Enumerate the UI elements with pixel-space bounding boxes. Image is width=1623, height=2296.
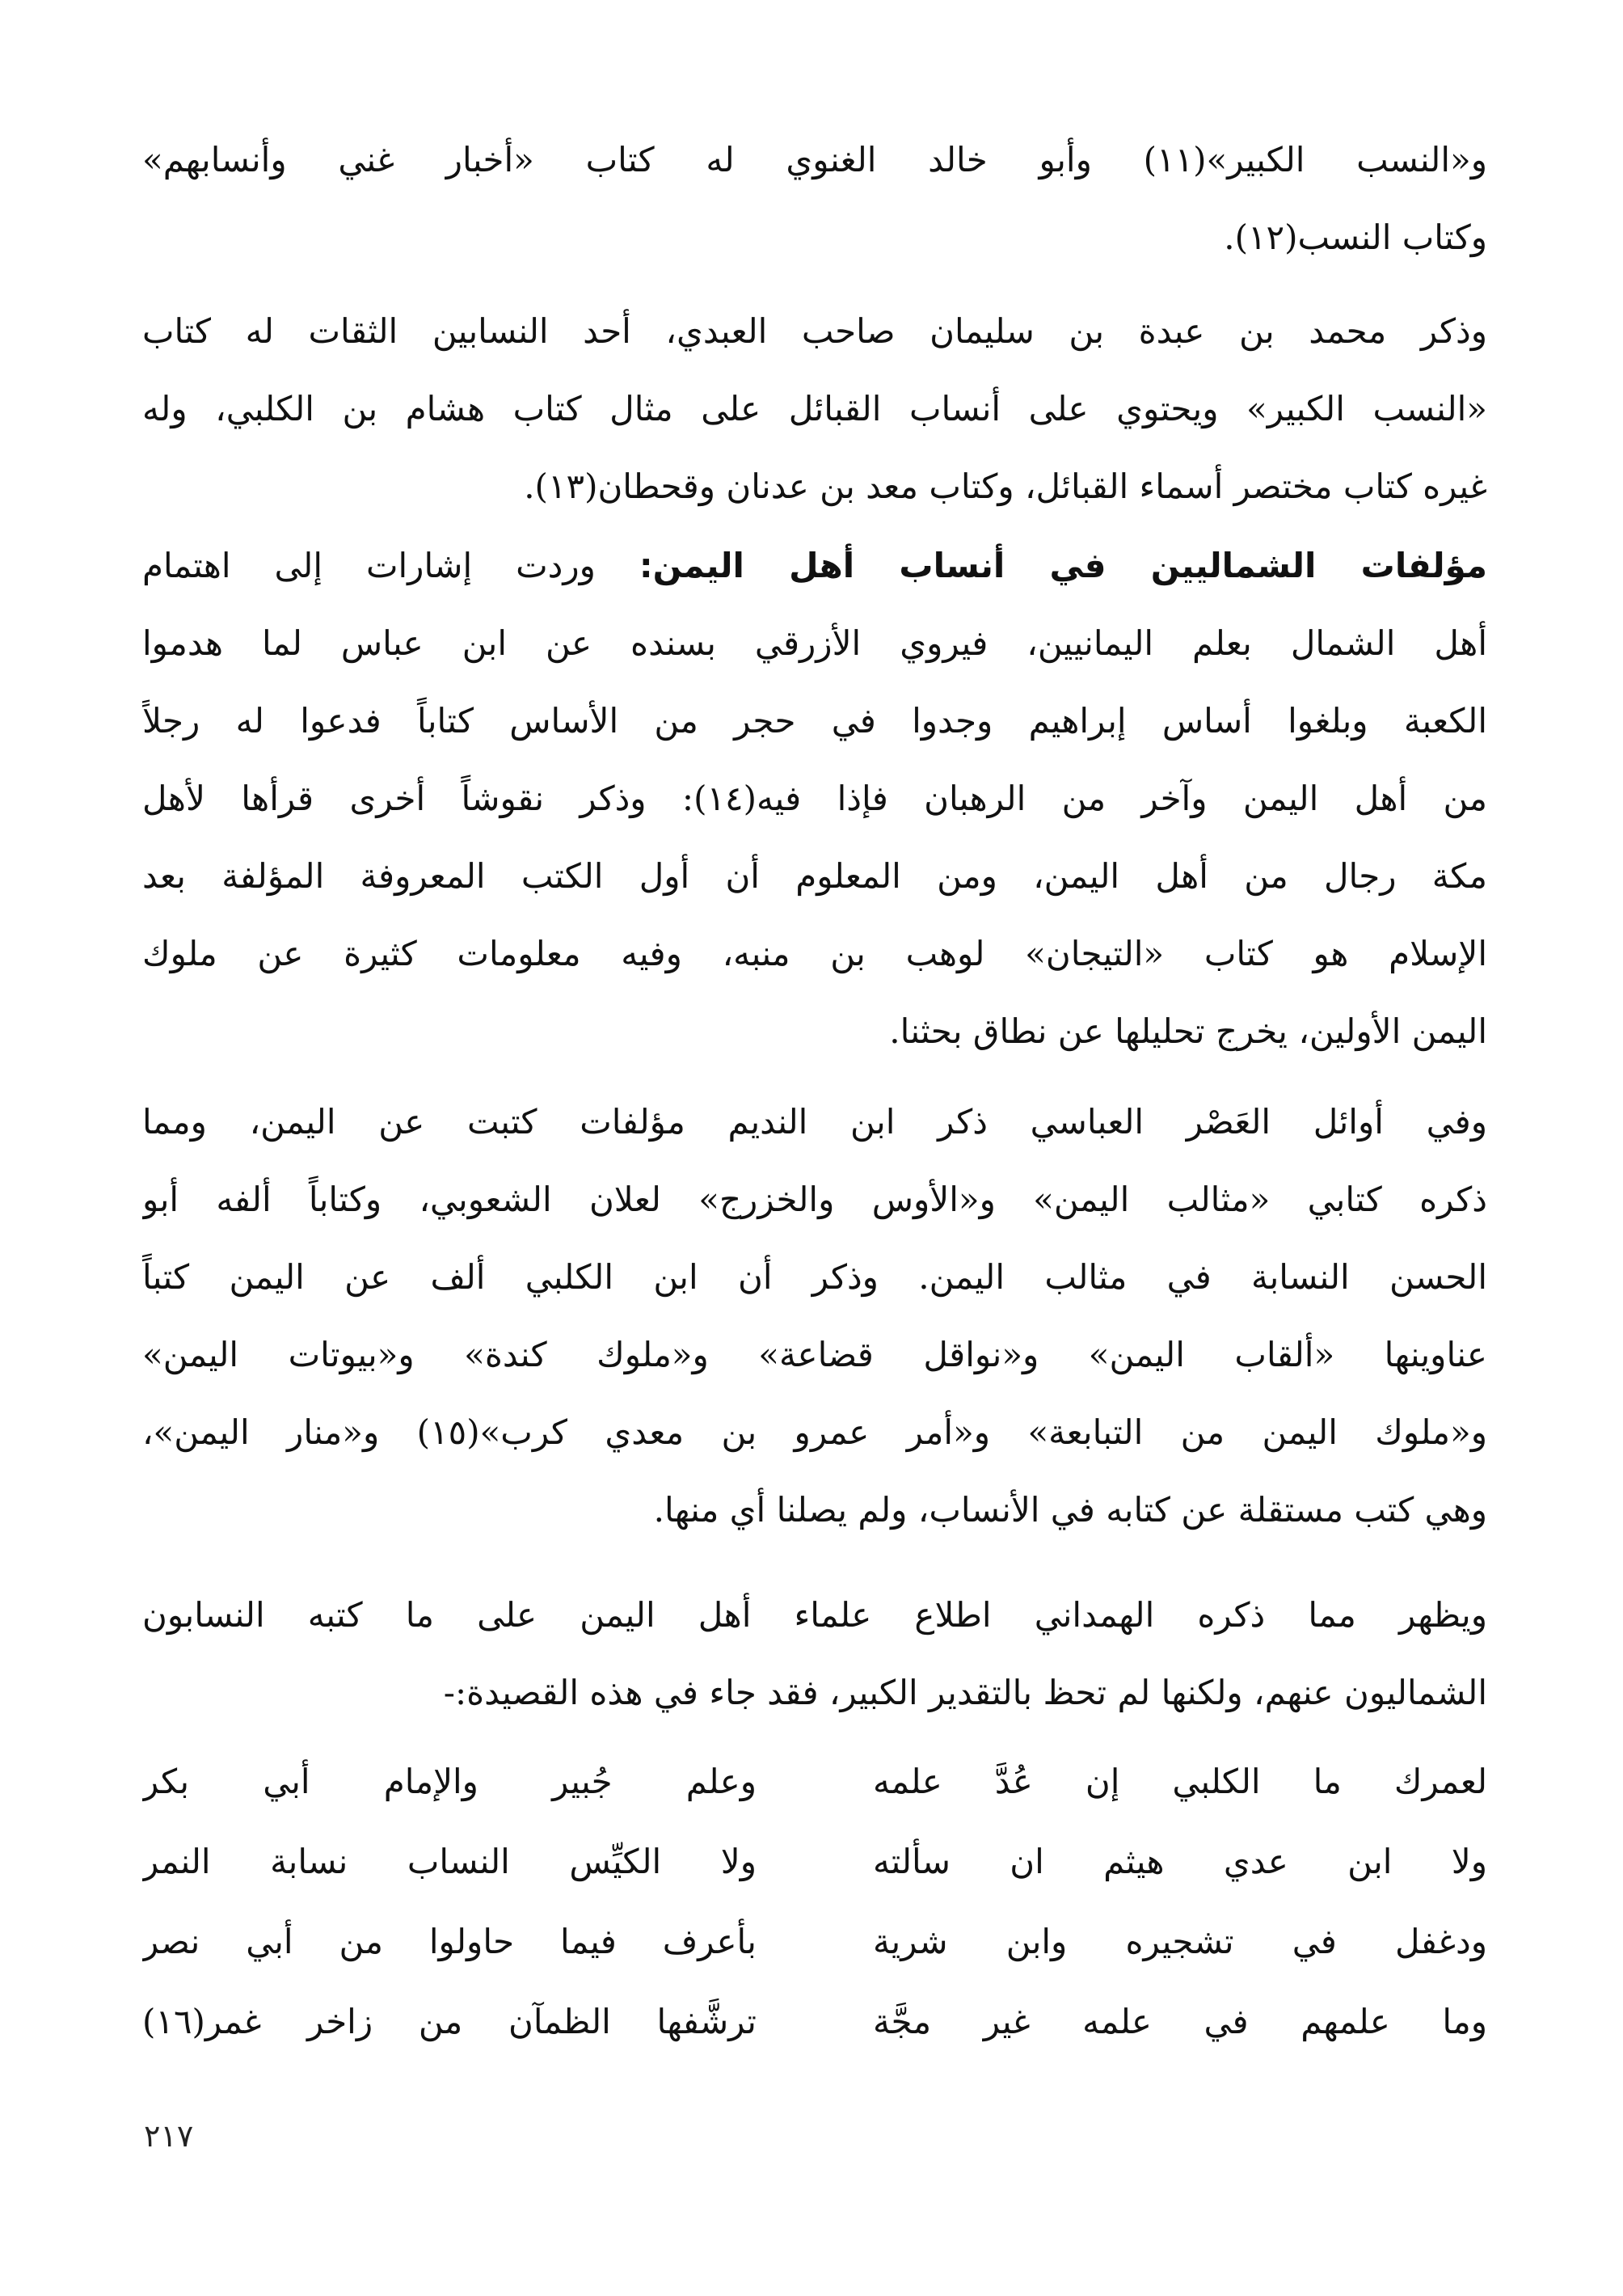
text-line: عناوينها «ألقاب اليمن» و«نواقل قضاعة» و«ملوك كندة» و«بيوتات اليمن» [142, 1335, 1487, 1374]
text-line: وهي كتب مستقلة عن كتابه في الأنساب، ولم يصلنا أي منها. [653, 1490, 1487, 1530]
text-line: ذكره كتابي «مثالب اليمن» و«الأوس والخزرج» لعلان الشعوبي، وكتاباً ألفه أبو [142, 1180, 1487, 1219]
verse-second-hemistich: وعلم جُبير والإمام أبي بكر [142, 1762, 757, 1801]
text-line: الشماليون عنهم، ولكنها لم تحظ بالتقدير الكبير، فقد جاء في هذه القصيدة:- [443, 1673, 1487, 1712]
poem-verse [142, 1901, 1487, 1982]
verse-second-hemistich: ولا الكيِّس النساب نسابة النمر [142, 1842, 757, 1881]
text-line: الحسن النسابة في مثالب اليمن. وذكر أن ابن الكلبي ألف عن اليمن كتباً [142, 1257, 1487, 1297]
text-line: الكعبة وبلغوا أساس إبراهيم وجدوا في حجر من الأساس كتاباً فدعوا له رجلاً [142, 701, 1487, 741]
text-line: و«النسب الكبير»(١١) وأبو خالد الغنوي له كتاب «أخبار غني وأنسابهم» [142, 140, 1487, 179]
paragraph-1 [142, 121, 1487, 276]
verse-first-hemistich: وما علمهم في علمه غير مجَّة [873, 2002, 1487, 2041]
text-line: وكتاب النسب(١٢). [1224, 217, 1487, 257]
paragraph-4 [142, 1083, 1487, 1549]
poem [142, 1741, 1487, 2062]
text-line: غيره كتاب مختصر أسماء القبائل، وكتاب معد بن عدنان وقحطان(١٣). [524, 466, 1487, 506]
page-number: ٢١٧ [144, 2118, 194, 2154]
text-line: ويظهر مما ذكره الهمداني اطلاع علماء أهل اليمن على ما كتبه النسابون [142, 1595, 1487, 1635]
text-line: و«ملوك اليمن من التبابعة» و«أمر عمرو بن معدي كرب»(١٥) و«منار اليمن»، [142, 1412, 1487, 1452]
text-line: من أهل اليمن وآخر من الرهبان فإذا فيه(١٤): وذكر نقوشاً أخرى قرأها لأهل [142, 779, 1487, 818]
poem-verse [142, 1741, 1487, 1821]
verse-first-hemistich: ولا ابن عدي هيثم ان سألته [873, 1842, 1487, 1881]
poem-verse [142, 1982, 1487, 2062]
text-line: وذكر محمد بن عبدة بن سليمان صاحب العبدي، أحد النسابين الثقات له كتاب [142, 311, 1487, 351]
paragraph-3 [142, 527, 1487, 1070]
text-line: وفي أوائل العَصْر العباسي ذكر ابن النديم مؤلفات كتبت عن اليمن، ومما [142, 1102, 1487, 1142]
text-line: مكة رجال من أهل اليمن، ومن المعلوم أن أول الكتب المعروفة المؤلفة بعد [142, 856, 1487, 896]
text-line: أهل الشمال بعلم اليمانيين، فيروي الأزرقي بسنده عن ابن عباس لما هدموا [142, 623, 1487, 663]
text-line: اليمن الأولين، يخرج تحليلها عن نطاق بحثنا. [889, 1011, 1487, 1051]
verse-second-hemistich: بأعرف فيما حاولوا من أبي نصر [142, 1922, 757, 1961]
poem-verse [142, 1821, 1487, 1901]
verse-second-hemistich: ترشَّفها الظمآن من زاخر غمر(١٦) [142, 2002, 757, 2041]
text-line-with-heading [142, 527, 1487, 605]
verse-first-hemistich: ودغفل في تشجيره وابن شرية [873, 1922, 1487, 1961]
paragraph-5 [142, 1576, 1487, 1732]
heading-line-rest: وردت إشارات إلى اهتمام [142, 546, 639, 585]
verse-first-hemistich: لعمرك ما الكلبي إن عُدَّ علمه [873, 1762, 1487, 1801]
section-heading: مؤلفات الشماليين في أنساب أهل اليمن: [639, 546, 1487, 585]
text-line: الإسلام هو كتاب «التيجان» لوهب بن منبه، وفيه معلومات كثيرة عن ملوك [142, 934, 1487, 973]
paragraph-2 [142, 293, 1487, 525]
text-line: «النسب الكبير» ويحتوي على أنساب القبائل على مثال كتاب هشام بن الكلبي، وله [142, 389, 1487, 428]
